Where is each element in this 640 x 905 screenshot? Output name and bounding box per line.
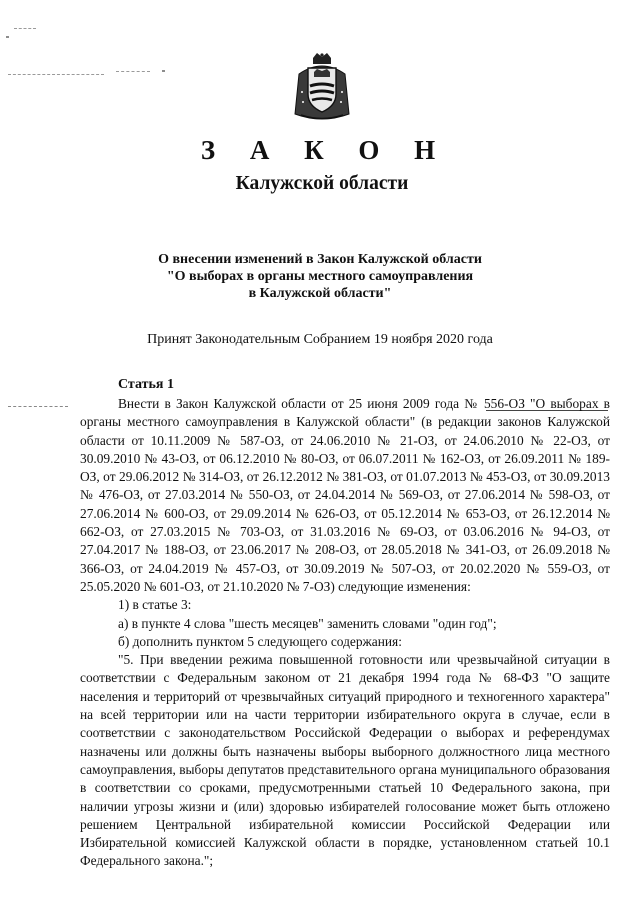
adoption-note: Принят Законодательным Собранием 19 ноября 2020 года <box>147 332 493 347</box>
paragraph: а) в пункте 4 слова "шесть месяцев" заменить словами "один год"; <box>118 615 497 631</box>
scan-artifact <box>14 28 36 29</box>
coat-of-arms-icon <box>291 52 353 124</box>
law-name-line: в Калужской области" <box>248 286 392 301</box>
scan-artifact <box>116 71 150 72</box>
paragraph: б) дополнить пунктом 5 следующего содержания: <box>118 633 402 649</box>
law-name <box>0 251 640 302</box>
scan-artifact <box>8 74 104 75</box>
article-heading: Статья 1 <box>118 377 174 392</box>
scan-artifact <box>8 406 68 407</box>
scan-artifact <box>162 70 165 72</box>
paragraph: "5. При введении режима повышенной готовности или чрезвычайной ситуации в соответствии с Федеральным законом от 21 декабря 1994 года № 68-ФЗ "О защите населения и территорий от чрезвычайных ситуаций природного и техногенного характера" на всей территории или на части территории избирательного округа в случае, если в соответствии с законодательством Российской Федерации о выборах и референдумах назначены или должны быть назначены выборы выборного должностного лица местного самоуправления, выборы депутатов представительного органа муниципального образования в соответствии со сроками, предусмотренными статьей 10 Федерального закона, при наличии угрозы жизни и (или) здоровью избирателей голосование может быть отложено решением Центральной избирательной комиссии Российской Федерации или Избирательной комиссией Калужской области в порядке, установленном статьей 10.1 Федерального закона."; <box>80 652 610 869</box>
document-subtitle: Калужской области <box>235 173 409 194</box>
paragraph: 1) в статье 3: <box>118 597 192 613</box>
scan-artifact <box>6 36 9 38</box>
article-body <box>80 395 610 871</box>
paragraph: Внести в Закон Калужской области от 25 июня 2009 года № 556-ОЗ "О выборах в органы местного самоуправления в Калужской области" (в редакции законов Калужской области от 10.11.2009 № 587-ОЗ, от 24.06.2010 № 21-ОЗ, от 24.06.2010 № 22-ОЗ, от 30.09.2010 № 43-ОЗ, от 06.12.2010 № 80-ОЗ, от 06.07.2011 № 162-ОЗ, от 26.09.2011 № 189-ОЗ, от 29.06.2012 № 314-ОЗ, от 26.12.2012 № 381-ОЗ, от 01.07.2013 № 453-ОЗ, от 30.09.2013 № 476-ОЗ, от 27.03.2014 № 550-ОЗ, от 24.04.2014 № 569-ОЗ, от 27.06.2014 № 598-ОЗ, от 27.06.2014 № 600-ОЗ, от 29.09.2014 № 626-ОЗ, от 05.12.2014 № 653-ОЗ, от 26.12.2014 № 662-ОЗ, от 27.03.2015 № 703-ОЗ, от 31.03.2016 № 69-ОЗ, от 03.06.2016 № 94-ОЗ, от 27.04.2017 № 188-ОЗ, от 23.06.2017 № 208-ОЗ, от 28.05.2018 № 341-ОЗ, от 26.09.2018 № 366-ОЗ, от 24.04.2019 № 457-ОЗ, от 30.09.2019 № 507-ОЗ, от 20.02.2020 № 559-ОЗ, от 25.05.2020 № 601-ОЗ, от 21.10.2020 № 7-ОЗ) следующие изменения: <box>80 396 610 594</box>
law-name-line: О внесении изменений в Закон Калужской области <box>158 252 482 267</box>
law-name-line: "О выборах в органы местного самоуправления <box>166 269 474 284</box>
document-title: З А К О Н <box>200 135 450 165</box>
